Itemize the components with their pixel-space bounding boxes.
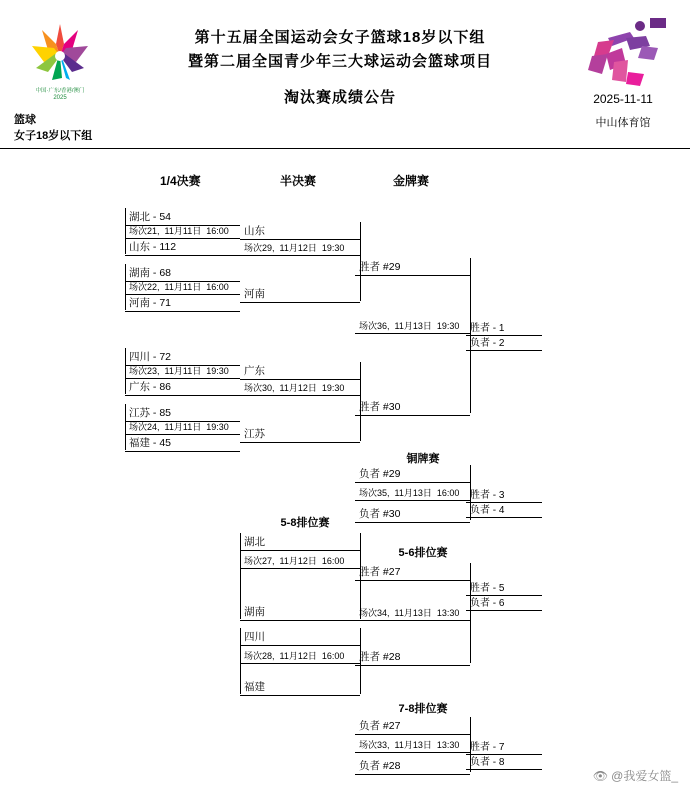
sport-labels [14, 112, 92, 144]
qf2-match-info: 场次22, 11月11日 16:00 [125, 279, 240, 295]
qf1-match-info: 场次21, 11月11日 16:00 [125, 223, 240, 239]
event-date: 2025-11-11 [593, 92, 653, 106]
p56-result-lose: 负者 - 6 [466, 593, 542, 611]
title-subtitle: 淘汰赛成绩公告 [283, 89, 396, 106]
qf1-bottom-team: 山东 - 112 [125, 238, 240, 256]
p58-1-match-info: 场次27, 11月12日 16:00 [240, 553, 360, 569]
title-block [120, 26, 560, 107]
watermark [593, 767, 678, 784]
games-logo [14, 10, 106, 106]
gold-match-info: 场次36, 11月13日 19:30 [355, 318, 470, 334]
p78-top-team: 负者 #27 [355, 717, 470, 735]
qf1-top-team: 湖北 - 54 [125, 208, 240, 226]
bronze-result-lose: 负者 - 4 [466, 500, 542, 518]
gold-bottom-team: 胜者 #30 [355, 398, 470, 416]
sf1-top-team: 山东 [240, 222, 360, 240]
qf3-left-border [125, 348, 126, 394]
watermark-text: @我爱女篮_ [611, 769, 678, 783]
p56-result-win: 胜者 - 5 [466, 578, 542, 596]
bronze-match-info: 场次35, 11月13日 16:00 [355, 485, 470, 501]
qf1-left-border [125, 208, 126, 254]
gold-result-lose: 负者 - 2 [466, 333, 542, 351]
sf2-bottom-team: 江苏 [240, 425, 360, 443]
p58-2-match-info: 场次28, 11月12日 16:00 [240, 648, 360, 664]
bronze-result-win: 胜者 - 3 [466, 485, 542, 503]
qf4-top-team: 江苏 - 85 [125, 404, 240, 422]
round-heading-bronze: 铜牌赛 [406, 453, 440, 465]
round-heading-78: 7-8排位赛 [398, 703, 448, 715]
category-name: 女子18岁以下组 [14, 130, 93, 142]
round-heading-quarter: 1/4决赛 [160, 174, 201, 188]
gold-result-win: 胜者 - 1 [466, 318, 542, 336]
p78-result-lose: 负者 - 8 [466, 752, 542, 770]
header-divider [0, 148, 690, 149]
qf3-top-team: 四川 - 72 [125, 348, 240, 366]
svg-text:中国·广东/香港/澳门: 中国·广东/香港/澳门 [35, 88, 85, 94]
p58-2-left-border [240, 628, 241, 694]
qf4-match-info: 场次24, 11月11日 19:30 [125, 419, 240, 435]
bronze-bottom-team: 负者 #30 [355, 505, 470, 523]
round-heading-gold: 金牌赛 [393, 174, 430, 188]
sport-name: 篮球 [14, 114, 36, 126]
qf3-match-info: 场次23, 11月11日 19:30 [125, 363, 240, 379]
qf2-bottom-team: 河南 - 71 [125, 294, 240, 312]
event-venue: 中山体育馆 [595, 117, 651, 129]
event-pictogram-block [568, 12, 678, 130]
round-heading-56: 5-6排位赛 [398, 547, 448, 559]
p78-result-win: 胜者 - 7 [466, 737, 542, 755]
p78-bottom-team: 负者 #28 [355, 757, 470, 775]
p56-bottom-team: 胜者 #28 [355, 648, 470, 666]
p58-1-top-team: 湖北 [240, 533, 360, 551]
page-header [0, 0, 690, 140]
qf3-bottom-team: 广东 - 86 [125, 378, 240, 396]
svg-text:2025: 2025 [53, 95, 67, 101]
p58-2-top-team: 四川 [240, 628, 360, 646]
p58-1-left-border [240, 533, 241, 619]
qf2-left-border [125, 264, 126, 310]
round-heading-58: 5-8排位赛 [280, 517, 330, 529]
sf2-match-info: 场次30, 11月12日 19:30 [240, 380, 360, 396]
eye-icon: 👁 [592, 769, 609, 783]
p58-1-bottom-team: 湖南 [240, 603, 360, 621]
qf4-bottom-team: 福建 - 45 [125, 434, 240, 452]
p56-match-info: 场次34, 11月13日 13:30 [355, 605, 470, 621]
title-line-2: 暨第二届全国青少年三大球运动会篮球项目 [187, 53, 492, 70]
p78-match-info: 场次33, 11月13日 13:30 [355, 737, 470, 753]
basketball-pictogram-icon [568, 12, 678, 90]
p58-2-bottom-team: 福建 [240, 678, 360, 696]
gold-top-team: 胜者 #29 [355, 258, 470, 276]
round-heading-semi: 半决赛 [280, 174, 317, 188]
p56-top-team: 胜者 #27 [355, 563, 470, 581]
sf2-top-team: 广东 [240, 362, 360, 380]
qf2-top-team: 湖南 - 68 [125, 264, 240, 282]
bronze-top-team: 负者 #29 [355, 465, 470, 483]
title-line-1: 第十五届全国运动会女子篮球18岁以下组 [194, 29, 486, 46]
sf1-bottom-team: 河南 [240, 285, 360, 303]
qf4-left-border [125, 404, 126, 450]
sf1-match-info: 场次29, 11月12日 19:30 [240, 240, 360, 256]
